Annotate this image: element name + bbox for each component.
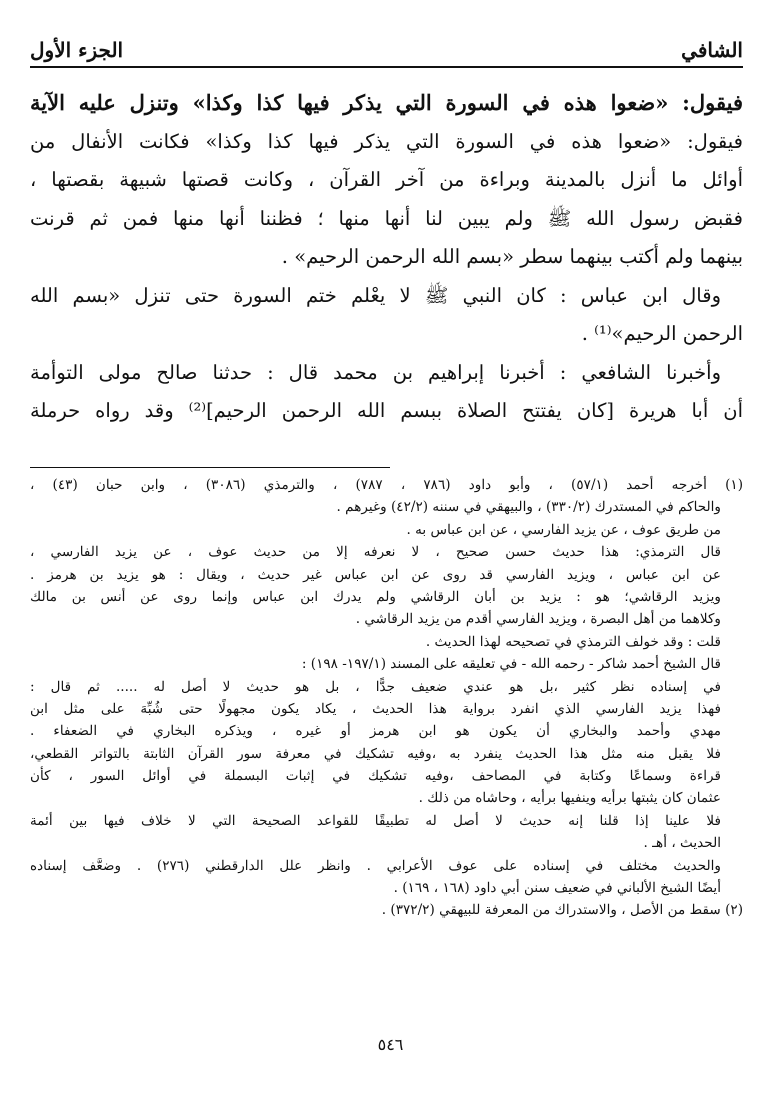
body-line: الرحمن الرحيم»⁽¹⁾ .: [581, 322, 743, 345]
volume-label: الجزء الأول: [30, 38, 124, 62]
body-line: وأخبرنا الشافعي : أخبرنا إبراهيم بن محمد قال : حدثنا صالح مولى التوأمة: [30, 360, 721, 384]
body-line: وقال ابن عباس : كان النبي ﷺ لا يعْلم ختم السورة حتى تنزل «بسم الله: [30, 283, 721, 307]
footnote-line: في إسناده نظر كثير ،بل هو عندي ضعيف جدًّا ، بل هو حديث لا أصل له ..... ثم قال :: [30, 678, 721, 695]
body-line: بينهما ولم أكتب بينهما سطر «بسم الله الرحمن الرحيم» .: [281, 245, 743, 268]
footnote-line: عثمان كان يثبتها برأيه وينفيها برأيه ، وحاشاه من ذلك .: [418, 790, 721, 807]
footnote-line: فهذا يزيد الفارسي الذي انفرد برواية هذا الحديث ، يكاد يكون مجهولًا حتى شُبِّهَ على مثل ابن: [30, 700, 721, 717]
body-line: أن أبا هريرة [كان يفتتح الصلاة ببسم الله الرحمن الرحيم]⁽²⁾ وقد رواه حرملة: [30, 399, 743, 422]
page-number: ٥٤٦: [377, 1035, 404, 1054]
footnote-line: قال الترمذي: هذا حديث حسن صحيح ، لا نعرفه إلا من حديث عوف ، عن يزيد الفارسي ،: [30, 544, 721, 561]
footnote-line: فلا علينا إذا قلنا إنه حديث لا أصل له تطبيقًا للقواعد الصحيحة التي لا خلاف فيها بين أئمة: [30, 812, 721, 829]
footnote-line: (١) أخرجه أحمد (٥٧/١) ، وأبو داود (٧٨٦ ، ٧٨٧) ، والترمذي (٣٠٨٦) ، وابن حبان (٤٣) ،: [30, 477, 743, 493]
footnote-line: مهدي وأحمد والبخاري أن يكون هو ابن هرمز أو غيره ، ويذكره البخاري في الضعفاء .: [30, 723, 721, 740]
footnote-line: أيضًا الشيخ الألباني في ضعيف سنن أبي داود (١٦٨ ، ١٦٩) .: [393, 880, 721, 897]
footnote-line: قراءة وسماعًا وكتابة في المصاحف ،وفيه تشكيك في إثبات البسملة في أوائل السور ، كأن: [30, 768, 721, 785]
footnote-line: والحاكم في المستدرك (٣٣٠/٢) ، والبيهقي في سننه (٤٢/٢) وغيرهم .: [336, 499, 721, 516]
main-text: [30, 84, 743, 431]
footnote-separator: [30, 467, 390, 468]
body-line: فيقول: «ضعوا هذه في السورة التي يذكر فيها كذا وكذا» وتنزل عليه الآية: [30, 90, 743, 115]
footnote-line: من طريق عوف ، عن يزيد الفارسي ، عن ابن عباس به .: [406, 521, 721, 538]
book-title: الشافي: [681, 38, 743, 62]
footnotes: [30, 474, 743, 922]
footnote-line: فلا يقبل منه مثل هذا الحديث ينفرد به ،وفيه تشكيك في معرفة سور القرآن الثابتة بالتواتر القطعي،: [30, 745, 721, 762]
body-line: فقبض رسول الله ﷺ ولم يبين لنا أنها منها ؛ فظننا أنها منها فمن ثم قرنت: [30, 206, 743, 230]
footnote-line: الحديث ، أهـ .: [643, 835, 721, 852]
running-header: [30, 34, 743, 62]
footnote-line: قلت : وقد خولف الترمذي في تصحيحه لهذا الحديث .: [425, 633, 721, 650]
header-rule: [30, 66, 743, 68]
footnote-line: عن ابن عباس ، ويزيد الفارسي قد روى عن ابن عباس غير حديث ، ويقال : هو يزيد بن هرمز .: [30, 566, 721, 583]
footnote-line: قال الشيخ أحمد شاكر - رحمه الله - في تعليقه على المسند (١٩٧/١- ١٩٨) :: [301, 656, 721, 673]
body-line: أوائل ما أنزل بالمدينة وبراءة من آخر القرآن ، وكانت قصتها شبيهة بقصتها ،: [30, 168, 743, 191]
footnote-line: ويزيد الرقاشي؛ هو : يزيد بن أبان الرقاشي ولم يدرك ابن عباس وإنما روى عن أنس بن مالك: [30, 588, 721, 605]
footnote-line: والحديث مختلف في إسناده على عوف الأعرابي . وانظر علل الدارقطني (٢٧٦) . وضعَّف إسناده: [30, 857, 721, 874]
footnote-line: (٢) سقط من الأصل ، والاستدراك من المعرفة للبيهقي (٣٧٢/٢) .: [381, 902, 743, 919]
body-line: فيقول: «ضعوا هذه في السورة التي يذكر فيها كذا وكذا» فكانت الأنفال من: [30, 129, 743, 153]
footnote-line: وكلاهما من أهل البصرة ، ويزيد الفارسي أقدم من يزيد الرقاشي .: [355, 611, 721, 628]
